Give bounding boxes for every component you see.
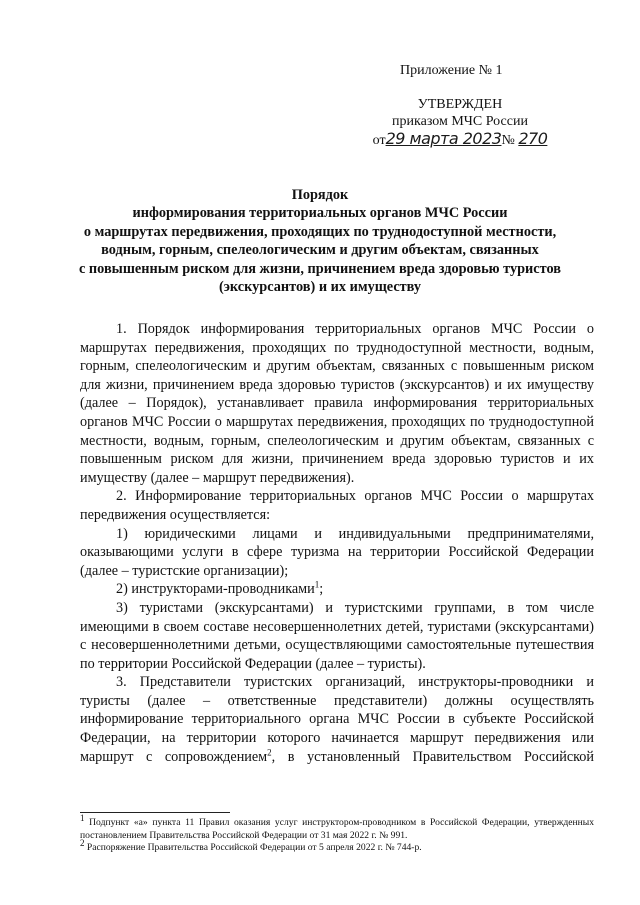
paragraph-2-item-2 — [80, 580, 594, 599]
footnote-ref-2: 2 — [267, 746, 272, 757]
title-line: информирования территориальных органов МЧС России — [132, 205, 508, 222]
title-line: с повышенным риском для жизни, причинением вреда здоровью туристов — [79, 260, 561, 277]
footnote-mark: 1 — [80, 812, 85, 823]
item-2-end: ; — [319, 581, 324, 598]
paragraph-2-item-1: 1) юридическими лицами и индивидуальными предпринимателями, оказывающими услуги в сфере туризма на территории Российской Федерации (далее – туристские организации); — [80, 525, 594, 579]
paragraph-2: 2. Информирование территориальных органов МЧС России о маршрутах передвижения осуществляется: — [80, 488, 594, 523]
footnote-text: Распоряжение Правительства Российской Федерации от 5 апреля 2022 г. № 744-р. — [84, 842, 422, 854]
paragraph-1: 1. Порядок информирования территориальных органов МЧС России о маршрутах передвижения, проходящих по труднодоступной местности, водным, горным, спелеологическим и другим объектам, связанных с повышенным риском для жизни, причинением вреда здоровью туристов (экскурсантов) и их имуществу (далее – Порядок), устанавливает правила информирования территориальных органов МЧС России о маршрутах передвижения, проходящих по труднодоступной местности, водным, горным, спелеологическим и другим объектам, связанных с повышенным риском для жизни, причинением вреда здоровью туристов и их имуществу (далее – маршрут передвижения). — [80, 321, 594, 486]
document-body — [80, 320, 594, 766]
paragraph-3-continued: , в установленный Правительством Российской — [271, 748, 594, 765]
paragraph-3-text: 3. Представители туристских организаций, инструкторы-проводники и туристы (далее – ответственные представители) должны осуществлять информирование территориального органа МЧС России в субъекте Российской Федерации, на территории которого начинается маршрут передвижения или маршрут с сопровождением — [80, 674, 594, 765]
date-prefix: от — [372, 133, 386, 148]
footnote-2 — [80, 838, 594, 855]
approved-label: УТВЕРЖДЕН — [417, 97, 503, 112]
footnote-mark: 2 — [80, 838, 85, 848]
order-label: приказом МЧС России — [392, 114, 528, 129]
handwritten-date: 29 марта 2023 — [385, 129, 502, 148]
order-date-line — [360, 130, 560, 149]
handwritten-number: 270 — [518, 129, 548, 148]
footnote-1 — [80, 812, 594, 842]
footnote-divider — [80, 812, 230, 813]
footnote-text: Подпункт «а» пункта 11 Правил оказания услуг инструктором-проводником в Российской Федерации, утвержденных постановлением Правительства Российской Федерации от 31 мая 2022 г. № 991. — [80, 817, 594, 841]
paragraph-3 — [80, 673, 594, 766]
footnotes — [80, 812, 594, 855]
title-line: Порядок — [291, 187, 349, 203]
title-line: (экскурсантов) и их имуществу — [218, 279, 422, 296]
number-prefix: № — [501, 133, 515, 148]
paragraph-2-item-3: 3) туристами (экскурсантами) и туристскими группами, в том числе имеющими в своем составе несовершеннолетних детей, туристами (экскурсантами) с несовершеннолетними детьми, осуществляющими самостоятельные путешествия по территории Российской Федерации (далее – туристы). — [80, 599, 594, 672]
footnote-ref-1: 1 — [314, 579, 320, 590]
document-title — [60, 186, 580, 296]
item-2-text: 2) инструкторами-проводниками — [116, 581, 315, 598]
title-line: водным, горным, спелеологическим и другим объектам, связанных — [101, 242, 539, 259]
title-line: о маршрутах передвижения, проходящих по труднодоступной местности, — [83, 223, 557, 240]
appendix-label: Приложение № 1 — [400, 63, 503, 78]
